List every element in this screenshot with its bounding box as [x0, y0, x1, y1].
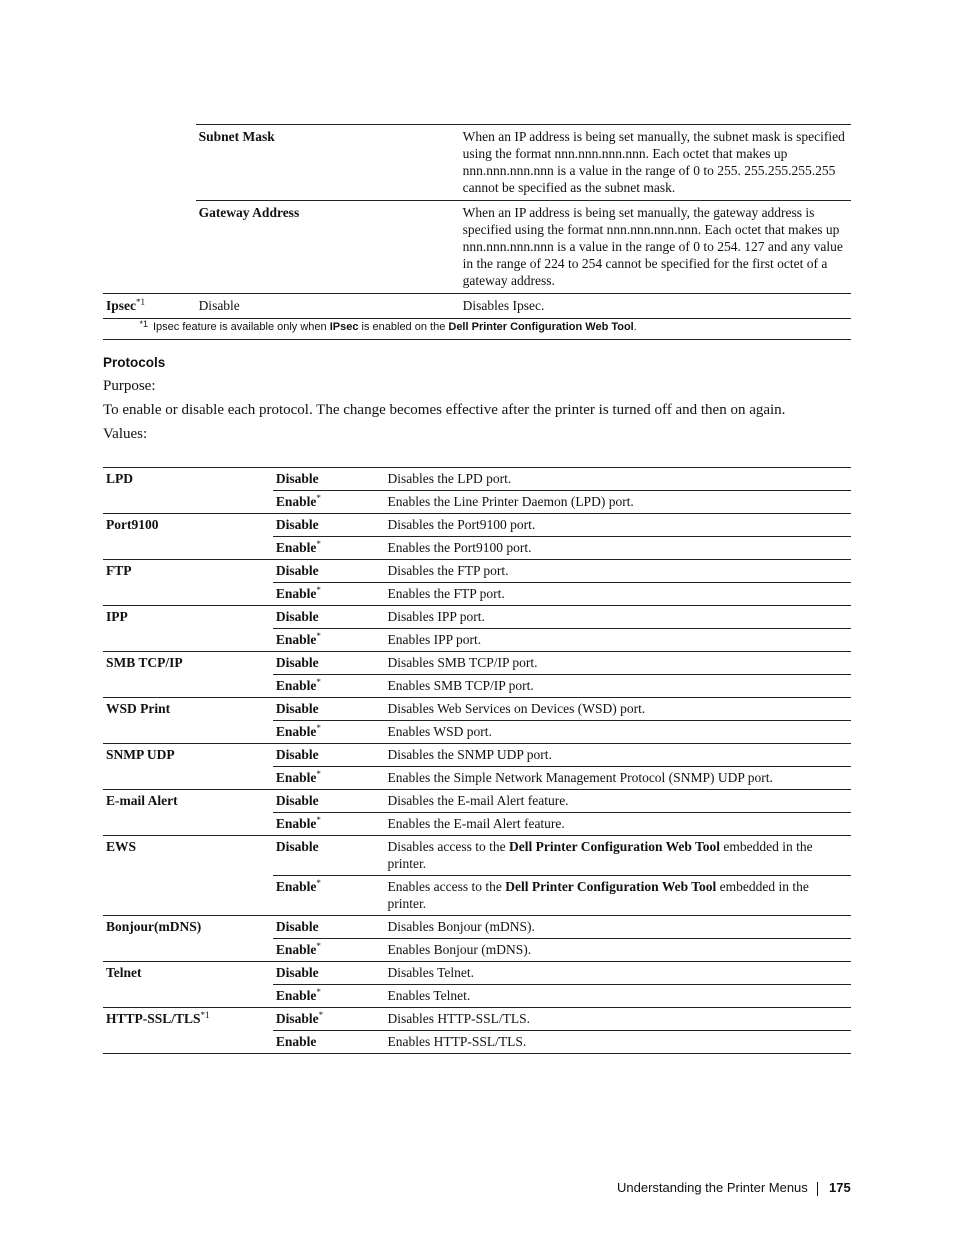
table-row — [103, 744, 851, 767]
protocol-value — [273, 560, 385, 583]
protocol-description: Disables the SNMP UDP port. — [385, 744, 852, 767]
protocol-description: Disables Web Services on Devices (WSD) port. — [385, 698, 852, 721]
protocol-name-label: Telnet — [106, 965, 142, 980]
table-row — [103, 962, 851, 985]
table-cell — [103, 201, 196, 294]
table-row — [103, 606, 851, 629]
protocol-description: Disables the E-mail Alert feature. — [385, 790, 852, 813]
value-label: Enable — [275, 724, 317, 739]
protocol-name-label: Bonjour(mDNS) — [106, 919, 202, 934]
value-label: Enable — [275, 1034, 317, 1049]
protocol-name — [103, 560, 273, 583]
value-label: Enable — [275, 586, 317, 601]
protocol-name-label: SNMP UDP — [106, 747, 175, 762]
description-bold: Dell Printer Configuration Web Tool — [505, 879, 717, 894]
footnote-mark: *1 — [139, 319, 148, 329]
value-label: Disable — [275, 793, 319, 808]
protocol-name-label: E-mail Alert — [106, 793, 178, 808]
table-row — [103, 468, 851, 491]
value-label: Enable — [275, 494, 317, 509]
protocol-name — [103, 767, 273, 790]
protocol-value — [273, 767, 385, 790]
protocol-description: Enables the FTP port. — [385, 583, 852, 606]
protocol-name-label: HTTP-SSL/TLS — [106, 1011, 201, 1026]
protocol-name-label: IPP — [106, 609, 128, 624]
table-row — [103, 583, 851, 606]
protocol-value — [273, 1031, 385, 1054]
protocol-name — [103, 985, 273, 1008]
protocol-description — [385, 876, 852, 916]
protocol-description: Disables the FTP port. — [385, 560, 852, 583]
description-text: embedded in the printer. — [387, 839, 813, 871]
page-number: 175 — [829, 1180, 851, 1195]
value-label: Disable — [275, 747, 319, 762]
protocol-value — [273, 744, 385, 767]
protocol-description: Disables IPP port. — [385, 606, 852, 629]
protocol-description: Enables HTTP-SSL/TLS. — [385, 1031, 852, 1054]
protocol-value — [273, 491, 385, 514]
footnote-ref: *1 — [136, 297, 145, 307]
value-label: Disable — [275, 1011, 319, 1026]
setting-description: When an IP address is being set manually, the gateway address is specified using the format nnn.nnn.nnn.nnn. Each octet that makes up nnn.nnn.nnn.nnn is a value in the range of 0 to 254. 127 and any value in the range of 224 to 254 cannot be specified for the first octet of a gateway address. — [460, 201, 851, 294]
protocol-description: Disables the Port9100 port. — [385, 514, 852, 537]
protocol-description: Disables HTTP-SSL/TLS. — [385, 1008, 852, 1031]
default-marker: * — [316, 493, 321, 503]
table-row — [103, 125, 851, 201]
value-label: Enable — [275, 540, 317, 555]
footnote-bold: Dell Printer Configuration Web Tool — [448, 321, 634, 333]
purpose-label: Purpose: — [103, 378, 156, 394]
protocol-name — [103, 962, 273, 985]
value-label: Disable — [275, 919, 319, 934]
protocol-name — [103, 1031, 273, 1054]
value-label: Disable — [275, 563, 319, 578]
protocol-name — [103, 606, 273, 629]
value-label: Disable — [275, 517, 319, 532]
value-label: Enable — [275, 879, 317, 894]
footer-separator — [817, 1182, 818, 1196]
protocol-value — [273, 721, 385, 744]
description-text: Enables access to the — [387, 879, 506, 894]
protocol-value — [273, 985, 385, 1008]
protocol-value — [273, 813, 385, 836]
protocol-value — [273, 468, 385, 491]
protocol-description: Disables Telnet. — [385, 962, 852, 985]
description-bold: Dell Printer Configuration Web Tool — [508, 839, 720, 854]
protocol-name — [103, 876, 273, 916]
protocol-value — [273, 939, 385, 962]
default-marker: * — [316, 585, 321, 595]
protocol-value — [273, 916, 385, 939]
table-row — [103, 629, 851, 652]
default-marker: * — [316, 878, 321, 888]
table-row — [103, 514, 851, 537]
purpose-text: To enable or disable each protocol. The change becomes effective after the printer is turned off and then on again. — [103, 402, 786, 418]
protocol-name — [103, 537, 273, 560]
protocol-name — [103, 836, 273, 876]
value-label: Disable — [275, 609, 319, 624]
protocol-name — [103, 916, 273, 939]
protocol-name — [103, 491, 273, 514]
table-row — [103, 721, 851, 744]
setting-group — [103, 294, 196, 319]
value-label: Disable — [275, 655, 319, 670]
protocol-name-label: WSD Print — [106, 701, 171, 716]
table-row — [103, 767, 851, 790]
protocol-name — [103, 652, 273, 675]
protocol-value — [273, 962, 385, 985]
table-row — [103, 876, 851, 916]
protocol-name-label: LPD — [106, 471, 133, 486]
values-label: Values: — [103, 426, 148, 442]
table-row — [103, 813, 851, 836]
protocol-name-label: Port9100 — [106, 517, 159, 532]
protocol-name — [103, 721, 273, 744]
footnote-text: is enabled on the — [358, 321, 449, 333]
protocol-description: Enables the Line Printer Daemon (LPD) port. — [385, 491, 852, 514]
protocol-value — [273, 876, 385, 916]
default-marker: * — [316, 631, 321, 641]
protocol-value — [273, 1008, 385, 1031]
protocol-name — [103, 468, 273, 491]
protocol-value — [273, 514, 385, 537]
protocol-name — [103, 629, 273, 652]
setting-description: When an IP address is being set manually, the subnet mask is specified using the format nnn.nnn.nnn.nnn. Each octet that makes up nnn.nnn.nnn.nnn is a value in the range of 0 to 255. 255.255.255.255 cannot be specified as the subnet mask. — [460, 125, 851, 201]
protocol-name — [103, 939, 273, 962]
protocol-description — [385, 836, 852, 876]
default-marker: * — [318, 1010, 324, 1020]
protocol-description: Disables SMB TCP/IP port. — [385, 652, 852, 675]
table-cell — [103, 125, 196, 201]
default-marker: * — [316, 723, 321, 733]
protocol-value — [273, 698, 385, 721]
protocol-name — [103, 675, 273, 698]
protocol-name — [103, 744, 273, 767]
table-row — [103, 675, 851, 698]
footnote-ref: *1 — [200, 1010, 210, 1020]
default-marker: * — [316, 815, 321, 825]
table-row — [103, 1008, 851, 1031]
table-row — [103, 916, 851, 939]
section-heading: Protocols — [103, 355, 166, 370]
value-label: Enable — [275, 942, 317, 957]
table-row — [103, 698, 851, 721]
protocol-name — [103, 698, 273, 721]
protocol-value — [273, 790, 385, 813]
protocol-name — [103, 790, 273, 813]
table-row — [103, 560, 851, 583]
setting-name: Subnet Mask — [196, 125, 460, 201]
ip-settings-table — [103, 124, 851, 319]
protocol-value — [273, 583, 385, 606]
protocol-description: Enables the Port9100 port. — [385, 537, 852, 560]
value-label: Enable — [275, 988, 317, 1003]
table-row — [103, 985, 851, 1008]
value-label: Enable — [275, 816, 317, 831]
protocol-name — [103, 514, 273, 537]
default-marker: * — [316, 539, 321, 549]
protocols-table — [103, 467, 851, 1054]
table-row — [103, 201, 851, 294]
protocol-name — [103, 813, 273, 836]
protocol-value — [273, 606, 385, 629]
table-row — [103, 537, 851, 560]
protocol-value — [273, 675, 385, 698]
table-row — [103, 836, 851, 876]
table-row — [103, 491, 851, 514]
protocol-name — [103, 583, 273, 606]
value-label: Disable — [275, 701, 319, 716]
setting-group-label: Ipsec — [106, 298, 136, 313]
table-footnote — [103, 316, 851, 340]
value-label: Enable — [275, 632, 317, 647]
value-label: Disable — [275, 839, 319, 854]
default-marker: * — [316, 941, 321, 951]
protocol-description: Enables Telnet. — [385, 985, 852, 1008]
protocol-value — [273, 537, 385, 560]
footnote-bold: IPsec — [329, 321, 359, 333]
protocol-value — [273, 652, 385, 675]
setting-description: Disables Ipsec. — [460, 294, 851, 319]
description-text: embedded in the printer. — [387, 879, 809, 911]
protocol-name-label: SMB TCP/IP — [106, 655, 183, 670]
table-row — [103, 1031, 851, 1054]
protocol-name — [103, 1008, 273, 1031]
footnote-text: Ipsec feature is available only when — [153, 321, 330, 333]
protocol-description: Disables the LPD port. — [385, 468, 852, 491]
default-marker: * — [316, 677, 321, 687]
protocol-description: Enables IPP port. — [385, 629, 852, 652]
protocol-description: Enables the E-mail Alert feature. — [385, 813, 852, 836]
protocol-description: Enables the Simple Network Management Protocol (SNMP) UDP port. — [385, 767, 852, 790]
protocol-name-label: EWS — [106, 839, 137, 854]
protocol-description: Disables Bonjour (mDNS). — [385, 916, 852, 939]
setting-name: Gateway Address — [196, 201, 460, 294]
protocol-name-label: FTP — [106, 563, 132, 578]
table-row — [103, 652, 851, 675]
value-label: Enable — [275, 770, 317, 785]
protocol-value — [273, 629, 385, 652]
setting-value: Disable — [196, 294, 460, 319]
default-marker: * — [316, 987, 321, 997]
table-row — [103, 939, 851, 962]
table-row — [103, 294, 851, 319]
protocol-value — [273, 836, 385, 876]
value-label: Disable — [275, 965, 319, 980]
protocol-description: Enables Bonjour (mDNS). — [385, 939, 852, 962]
description-text: Disables access to the — [387, 839, 509, 854]
protocol-description: Enables WSD port. — [385, 721, 852, 744]
table-row — [103, 790, 851, 813]
footer-title: Understanding the Printer Menus — [617, 1180, 808, 1195]
protocol-description: Enables SMB TCP/IP port. — [385, 675, 852, 698]
footnote-text: . — [633, 321, 637, 333]
value-label: Disable — [275, 471, 319, 486]
default-marker: * — [316, 769, 321, 779]
value-label: Enable — [275, 678, 317, 693]
